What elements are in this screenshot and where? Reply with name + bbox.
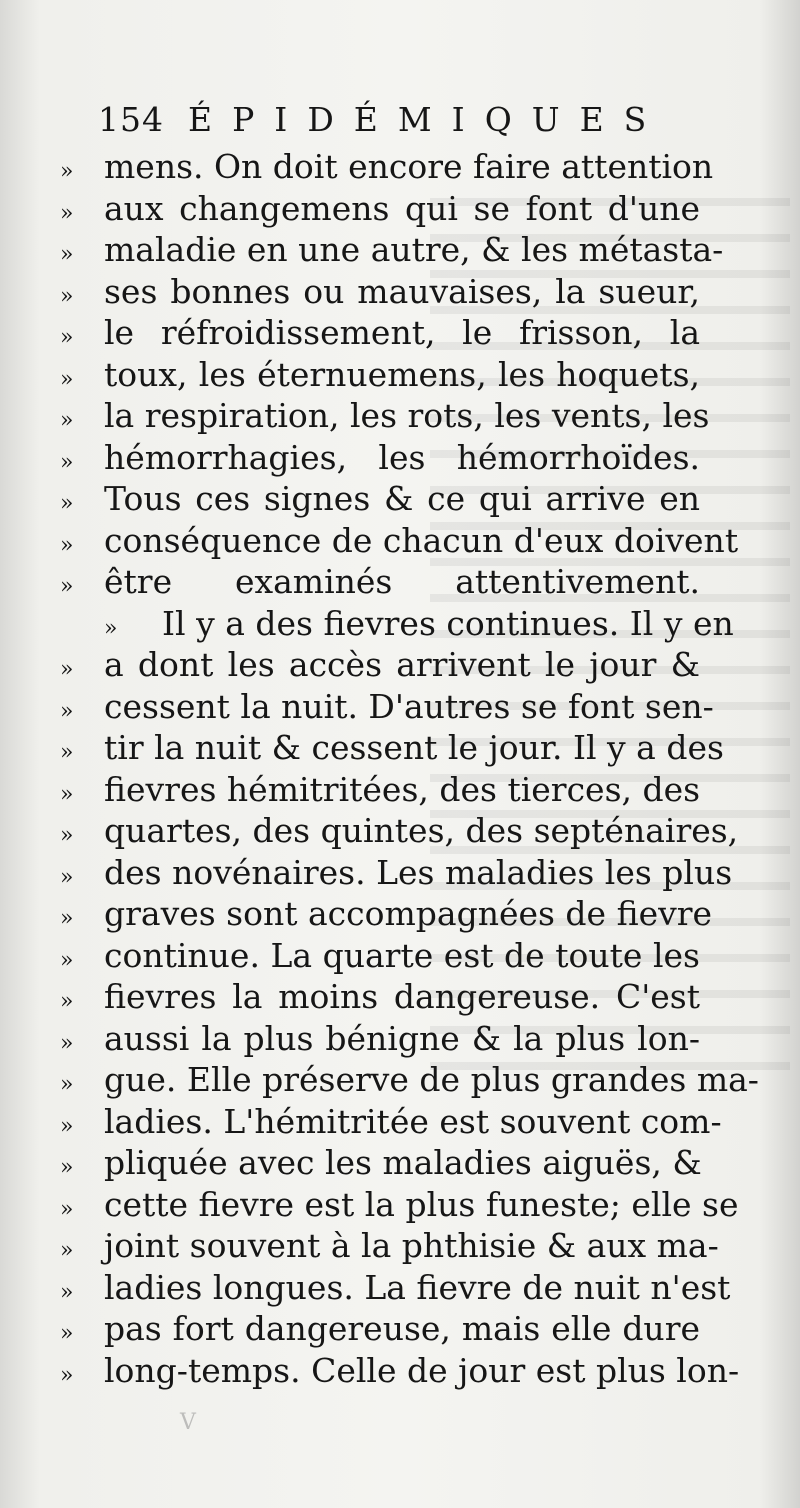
text-line (60, 1350, 740, 1392)
line-text: toux, les éternuemens, les hoquets, (104, 354, 700, 394)
text-line (60, 1059, 759, 1101)
line-text: hémorrhagies, les hémorrhoïdes. (104, 437, 700, 477)
quote-mark: » (60, 906, 74, 931)
text-line (60, 1142, 700, 1184)
text-line (60, 1184, 739, 1226)
text-line (60, 188, 700, 230)
text-line (60, 561, 700, 603)
quote-mark: » (60, 200, 74, 226)
quote-mark: » (60, 366, 74, 392)
quote-mark: » (60, 1072, 74, 1097)
line-text: gue. Elle préserve de plus grandes ma- (104, 1060, 759, 1099)
quote-mark: » (60, 823, 74, 848)
text-line (60, 146, 714, 188)
quote-mark: » (60, 491, 74, 516)
line-text: aussi la plus bénigne & la plus lon- (104, 1018, 700, 1058)
text-line (60, 727, 724, 769)
signature-mark: V (180, 1410, 216, 1435)
line-text: Tous ces signes & ce qui arrive en (104, 479, 700, 518)
quote-mark: » (60, 532, 74, 558)
quote-mark: » (60, 242, 74, 267)
line-text: a dont les accès arrivent le jour & (104, 645, 700, 684)
running-title: ÉPIDÉMIQUES (188, 100, 667, 139)
text-line (60, 354, 700, 396)
text-line (60, 1101, 722, 1143)
line-text: graves sont accompagnées de fievre (104, 894, 713, 933)
body-text (60, 146, 759, 1391)
line-text: quartes, des quintes, des septénaires, (104, 811, 739, 850)
quote-mark: » (60, 283, 74, 309)
quote-mark: » (60, 1030, 74, 1056)
text-line (60, 478, 700, 520)
quote-mark: » (60, 698, 74, 724)
quote-mark: » (60, 1279, 74, 1305)
text-line (60, 1018, 700, 1060)
line-text: ses bonnes ou mauvaises, la sueur, (104, 271, 700, 311)
text-line (60, 644, 700, 686)
quote-mark: » (60, 947, 74, 973)
quote-mark: » (60, 1362, 74, 1388)
text-line (60, 520, 739, 562)
line-text: ladies longues. La fievre de nuit n'est (104, 1267, 731, 1307)
quote-mark: » (60, 657, 74, 682)
quote-mark: » (60, 1113, 74, 1139)
quote-mark: » (60, 408, 74, 433)
text-line (60, 893, 713, 935)
line-text: continue. La quarte est de toute les (104, 935, 700, 975)
line-text: cessent la nuit. D'autres se font sen- (104, 686, 714, 726)
line-text: joint souvent à la phthisie & aux ma- (104, 1226, 719, 1265)
line-text: mens. On doit encore faire attention (104, 147, 714, 186)
quote-mark: » (60, 574, 74, 599)
text-line (60, 229, 724, 271)
line-text: des novénaires. Les maladies les plus (104, 852, 733, 892)
line-text: le réfroidissement, le frisson, la (104, 313, 700, 352)
text-line (60, 935, 700, 977)
line-text: fievres hémitritées, des tierces, des (104, 769, 701, 809)
line-text: long-temps. Celle de jour est plus lon- (104, 1350, 740, 1390)
line-text: être examinés attentivement. (104, 562, 700, 601)
text-line (60, 1308, 700, 1350)
text-line (60, 976, 700, 1018)
quote-mark: » (60, 989, 74, 1014)
quote-mark: » (60, 740, 74, 765)
line-text: pas fort dangereuse, mais elle dure (104, 1309, 700, 1348)
line-text: ladies. L'hémitritée est souvent com- (104, 1101, 722, 1141)
page-header (98, 100, 666, 139)
quote-mark: » (60, 781, 74, 807)
line-text: pliquée avec les maladies aiguës, & (104, 1143, 702, 1182)
line-text: Il y a des fievres continues. Il y en (162, 603, 734, 643)
line-text: aux changemens qui se font d'une (104, 188, 700, 228)
text-line (60, 1267, 731, 1309)
quote-mark: » (60, 159, 74, 184)
text-line (60, 769, 700, 811)
text-line (60, 603, 734, 645)
quote-mark: » (104, 615, 118, 641)
line-text: fievres la moins dangereuse. C'est (104, 977, 700, 1016)
quote-mark: » (60, 1321, 74, 1346)
text-line (60, 686, 714, 728)
text-line (60, 810, 739, 852)
line-text: conséquence de chacun d'eux doivent (104, 520, 739, 560)
line-text: maladie en une autre, & les métasta- (104, 230, 724, 269)
page-number: 154 (98, 100, 164, 139)
line-text: tir la nuit & cessent le jour. Il y a des (104, 728, 724, 767)
text-line (60, 395, 710, 437)
quote-mark: » (60, 325, 74, 350)
line-text: cette fievre est la plus funeste; elle se (104, 1184, 739, 1224)
text-line (60, 852, 733, 894)
quote-mark: » (60, 1155, 74, 1180)
line-text: la respiration, les rots, les vents, les (104, 396, 710, 435)
text-line (60, 271, 700, 313)
text-line (60, 312, 700, 354)
text-line (60, 1225, 719, 1267)
quote-mark: » (60, 449, 74, 475)
quote-mark: » (60, 864, 74, 890)
quote-mark: » (60, 1196, 74, 1222)
quote-mark: » (60, 1238, 74, 1263)
text-line (60, 437, 700, 479)
